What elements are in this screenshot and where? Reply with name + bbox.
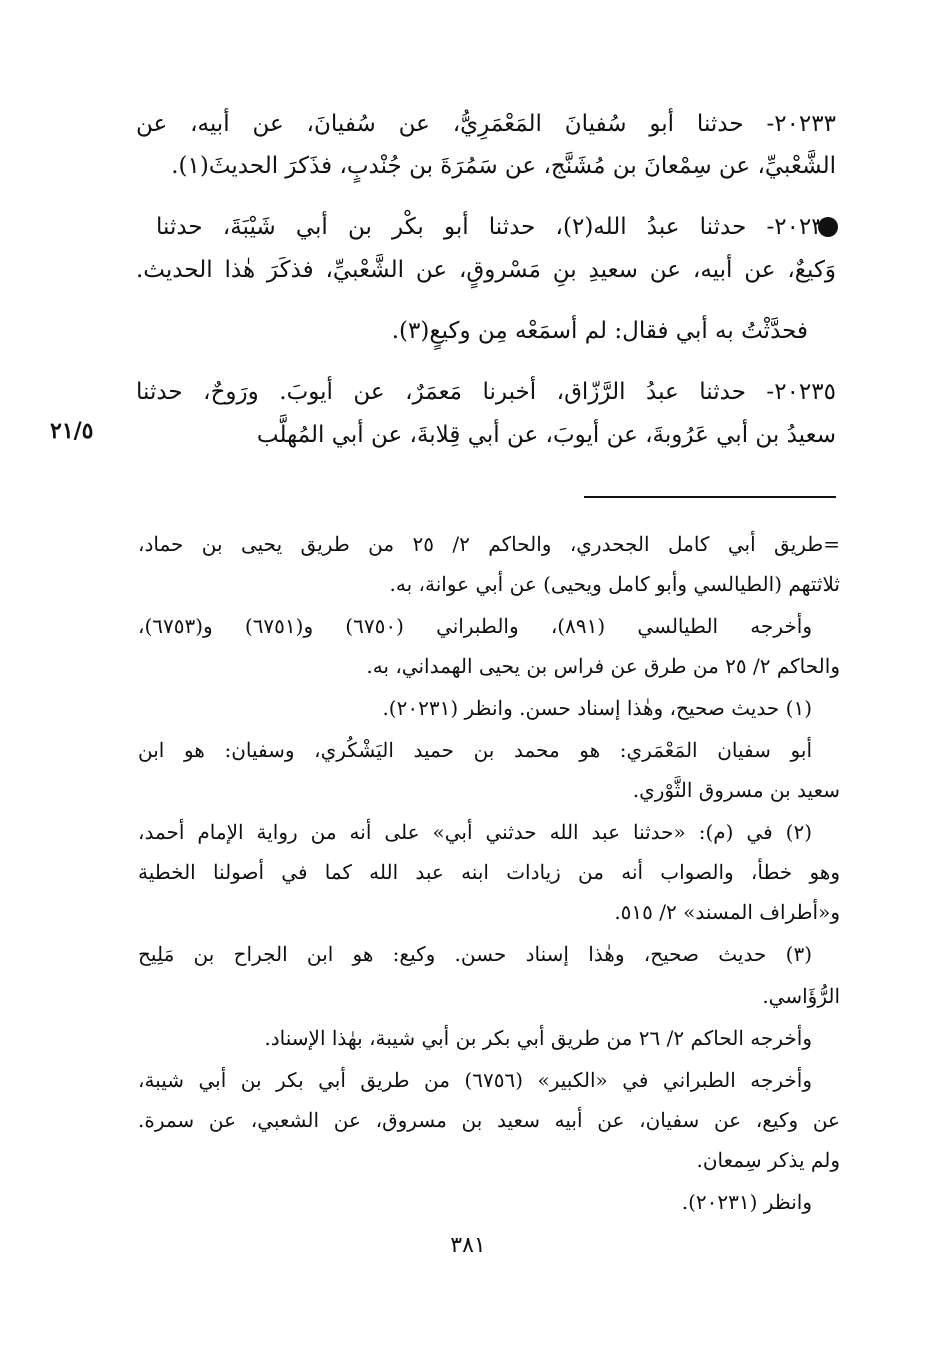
hadith-20234-line-3: فحدَّثْتُ به أبي فقال: لم أسمَعْه مِن وكيعٍ(٣). (391, 318, 808, 344)
footnote-3-line-6: ولم يذكر سِمعان. (696, 1148, 840, 1172)
page-number: ٣٨١ (450, 1233, 486, 1258)
hadith-20235-line-2: سعيدُ بن أبي عَرُوبةَ، عن أيوبَ، عن أبي قِلابةَ، عن أبي المُهلَّب (256, 422, 836, 448)
hadith-20234-line-1: ٢٠٢٣٤- حدثنا عبدُ الله(٢)، حدثنا أبو بكْر بن أبي شَيْبَةَ، حدثنا (156, 214, 836, 240)
footnote-line-2: ثلاثتهم (الطيالسي وأبو كامل ويحيى) عن أبي عوانة، به. (389, 572, 840, 596)
footnote-2-line-3: و«أطراف المسند» ٢/ ٥١٥. (614, 900, 840, 924)
hadith-20233-line-1: ٢٠٢٣٣- حدثنا أبو سُفيانَ المَعْمَرِيُّ، عن سُفيانَ، عن أبيه، عن (136, 111, 836, 137)
footnote-line-4: والحاكم ٢/ ٢٥ من طرق عن فراس بن يحيى الهمداني، به. (366, 654, 840, 678)
footnote-2-line-2: وهو خطأ، والصواب أنه من زيادات ابنه عبد الله كما في أصولنا الخطية (138, 860, 840, 884)
hadith-20233-line-2: الشَّعْبيِّ، عن سِمْعانَ بن مُشَنَّج، عن سَمُرَةَ بن جُنْدبٍ، فذَكرَ الحديثَ(١). (171, 153, 836, 179)
footnote-line-3: وأخرجه الطيالسي (٨٩١)، والطبراني (٦٧٥٠) و(٦٧٥١) و(٦٧٥٣)، (138, 614, 812, 638)
footnote-1-line-1: (١) حديث صحيح، وهٰذا إسناد حسن. وانظر (٢٠٢٣١). (382, 696, 812, 720)
footnote-2-line-1: (٢) في (م): «حدثنا عبد الله حدثني أبي» على أنه من رواية الإمام أحمد، (138, 820, 812, 844)
footnote-3-line-4: وأخرجه الطبراني في «الكبير» (٦٧٥٦) من طريق أبي بكر بن أبي شيبة، (138, 1068, 812, 1092)
footnote-3-line-2: الرُّؤَاسي. (762, 984, 840, 1008)
footnote-3-line-7: وانظر (٢٠٢٣١). (681, 1190, 812, 1214)
footnote-1-line-2: أبو سفيان المَعْمَري: هو محمد بن حميد اليَشْكُري، وسفيان: هو ابن (138, 738, 812, 762)
footnote-3-line-1: (٣) حديث صحيح، وهٰذا إسناد حسن. وكيع: هو ابن الجراح بن مَلِيح (138, 942, 812, 966)
footnote-separator (584, 496, 836, 498)
hadith-20235-line-1: ٢٠٢٣٥- حدثنا عبدُ الرَّزّاق، أخبرنا مَعمَرٌ، عن أيوبَ. ورَوحٌ، حدثنا (136, 379, 836, 405)
footnote-3-line-5: عن وكيع، عن سفيان، عن أبيه سعيد بن مسروق، عن الشعبي، عن سمرة. (138, 1108, 840, 1132)
hadith-20234-line-2: وَكيعٌ، عن أبيه، عن سعيدِ بنِ مَسْروقٍ، عن الشَّعْبيِّ، فذكَرَ هٰذا الحديث. (136, 257, 836, 283)
footnote-line-1: =طريق أبي كامل الجحدري، والحاكم ٢/ ٢٥ من طريق يحيى بن حماد، (138, 532, 840, 556)
margin-reference: ٢١/٥ (50, 418, 94, 444)
footnote-3-line-3: وأخرجه الحاكم ٢/ ٢٦ من طريق أبي بكر بن أبي شيبة، بهٰذا الإسناد. (264, 1026, 812, 1050)
footnote-1-line-3: سعيد بن مسروق الثَّوْري. (632, 778, 840, 802)
